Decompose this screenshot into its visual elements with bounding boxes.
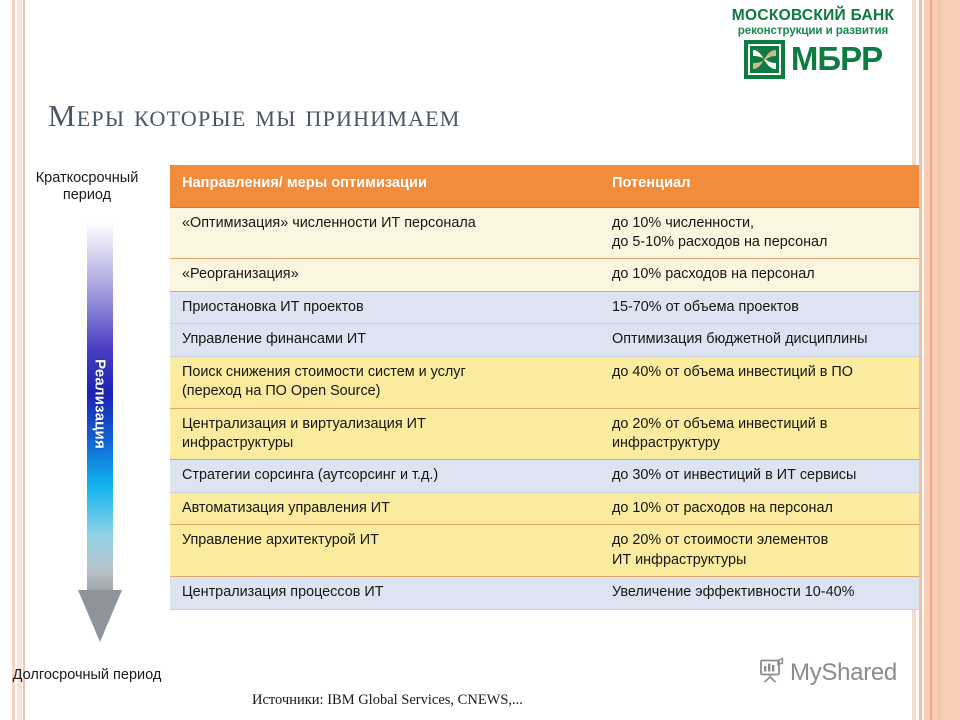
cell-line: 15-70% от объема проектов (612, 298, 799, 315)
table-row (170, 324, 919, 356)
cell-measure (170, 577, 600, 609)
cell-line: «Реорганизация» (182, 266, 299, 283)
myshared-watermark (758, 657, 897, 689)
short-term-label: Краткосрочный период (35, 170, 139, 204)
cell-line: Стратегии сорсинга (аутсорсинг и т.д.) (182, 467, 439, 484)
long-term-label: Долгосрочный период (12, 667, 162, 683)
cell-line: Поиск снижения стоимости систем и услуг (182, 363, 466, 380)
cell-line: до 10% численности, (612, 214, 755, 231)
cell-line: до 20% от стоимости элементов (612, 532, 829, 549)
frame-stripe-right (938, 0, 940, 720)
cell-measure (170, 356, 600, 408)
cell-measure (170, 259, 600, 291)
cell-line: ИТ инфраструктуры (612, 551, 747, 568)
cell-line: «Оптимизация» численности ИТ персонала (182, 214, 476, 231)
cell-potential (600, 577, 919, 609)
cell-line: до 10% расходов на персонал (612, 266, 815, 283)
cell-potential (600, 492, 919, 524)
table-header-row (170, 165, 919, 207)
page-title: Меры которые мы принимаем (48, 98, 461, 133)
cell-potential (600, 207, 919, 259)
cell-line: Оптимизация бюджетной дисциплины (612, 331, 868, 348)
table-row (170, 408, 919, 460)
frame-stripe-right (919, 0, 922, 720)
cell-potential (600, 324, 919, 356)
cell-line: инфраструктуры (182, 435, 294, 451)
cell-measure (170, 492, 600, 524)
table-row (170, 460, 919, 492)
cell-line: Увеличение эффективности 10-40% (612, 584, 855, 601)
presentation-chart-icon (758, 657, 785, 689)
table-row (170, 291, 919, 323)
cell-line: до 40% от объема инвестиций в ПО (612, 363, 853, 380)
cell-line: до 30% от инвестиций в ИТ сервисы (612, 467, 857, 484)
arrow-label: Реализация (91, 359, 109, 449)
cell-line: Централизация процессов ИТ (182, 584, 384, 601)
table-row (170, 577, 919, 609)
table-row (170, 259, 919, 291)
table-body (170, 207, 919, 609)
optimization-table (170, 165, 919, 610)
cell-potential (600, 408, 919, 460)
cell-measure (170, 408, 600, 460)
cell-potential (600, 259, 919, 291)
logo-mark-row (744, 40, 882, 79)
cell-measure (170, 324, 600, 356)
logo-bank-subtitle: реконструкции и развития (737, 24, 889, 38)
frame-stripe-left (17, 0, 22, 720)
cell-line: Централизация и виртуализация ИТ (182, 415, 426, 432)
frame-stripe-left (12, 0, 15, 720)
cell-measure (170, 207, 600, 259)
cell-line: инфраструктуру (612, 435, 720, 451)
cell-potential (600, 356, 919, 408)
cell-potential (600, 525, 919, 577)
implementation-arrow (78, 222, 122, 642)
cell-potential (600, 460, 919, 492)
cell-line: (переход на ПО Open Source) (182, 383, 381, 400)
cell-measure (170, 525, 600, 577)
table-row (170, 356, 919, 408)
cell-potential (600, 291, 919, 323)
frame-stripe-left (23, 0, 25, 720)
sources-note: Источники: IBM Global Services, CNEWS,... (252, 692, 523, 708)
table-row (170, 525, 919, 577)
table-row (170, 492, 919, 524)
cell-line: до 20% от объема инвестиций в (612, 415, 828, 432)
cell-line: Приостановка ИТ проектов (182, 298, 364, 315)
cell-line: Автоматизация управления ИТ (182, 499, 390, 516)
cell-line: до 10% от расходов на персонал (612, 499, 833, 516)
column-header-measures: Направления/ меры оптимизации (170, 165, 600, 207)
cell-measure (170, 460, 600, 492)
cell-measure (170, 291, 600, 323)
cell-line: до 5-10% расходов на персонал (612, 233, 828, 250)
column-header-potential: Потенциал (600, 165, 919, 207)
arrow-head-icon (78, 590, 122, 642)
cell-line: Управление финансами ИТ (182, 331, 367, 348)
watermark-text: MyShared (790, 659, 897, 686)
table-row (170, 207, 919, 259)
cell-line: Управление архитектурой ИТ (182, 532, 379, 549)
logo-abbreviation: МБРР (790, 40, 883, 78)
frame-stripe-right (930, 0, 932, 720)
logo-bank-name: МОСКОВСКИЙ БАНК (731, 7, 895, 24)
bank-emblem-icon (744, 40, 785, 79)
bank-logo (722, 6, 904, 80)
